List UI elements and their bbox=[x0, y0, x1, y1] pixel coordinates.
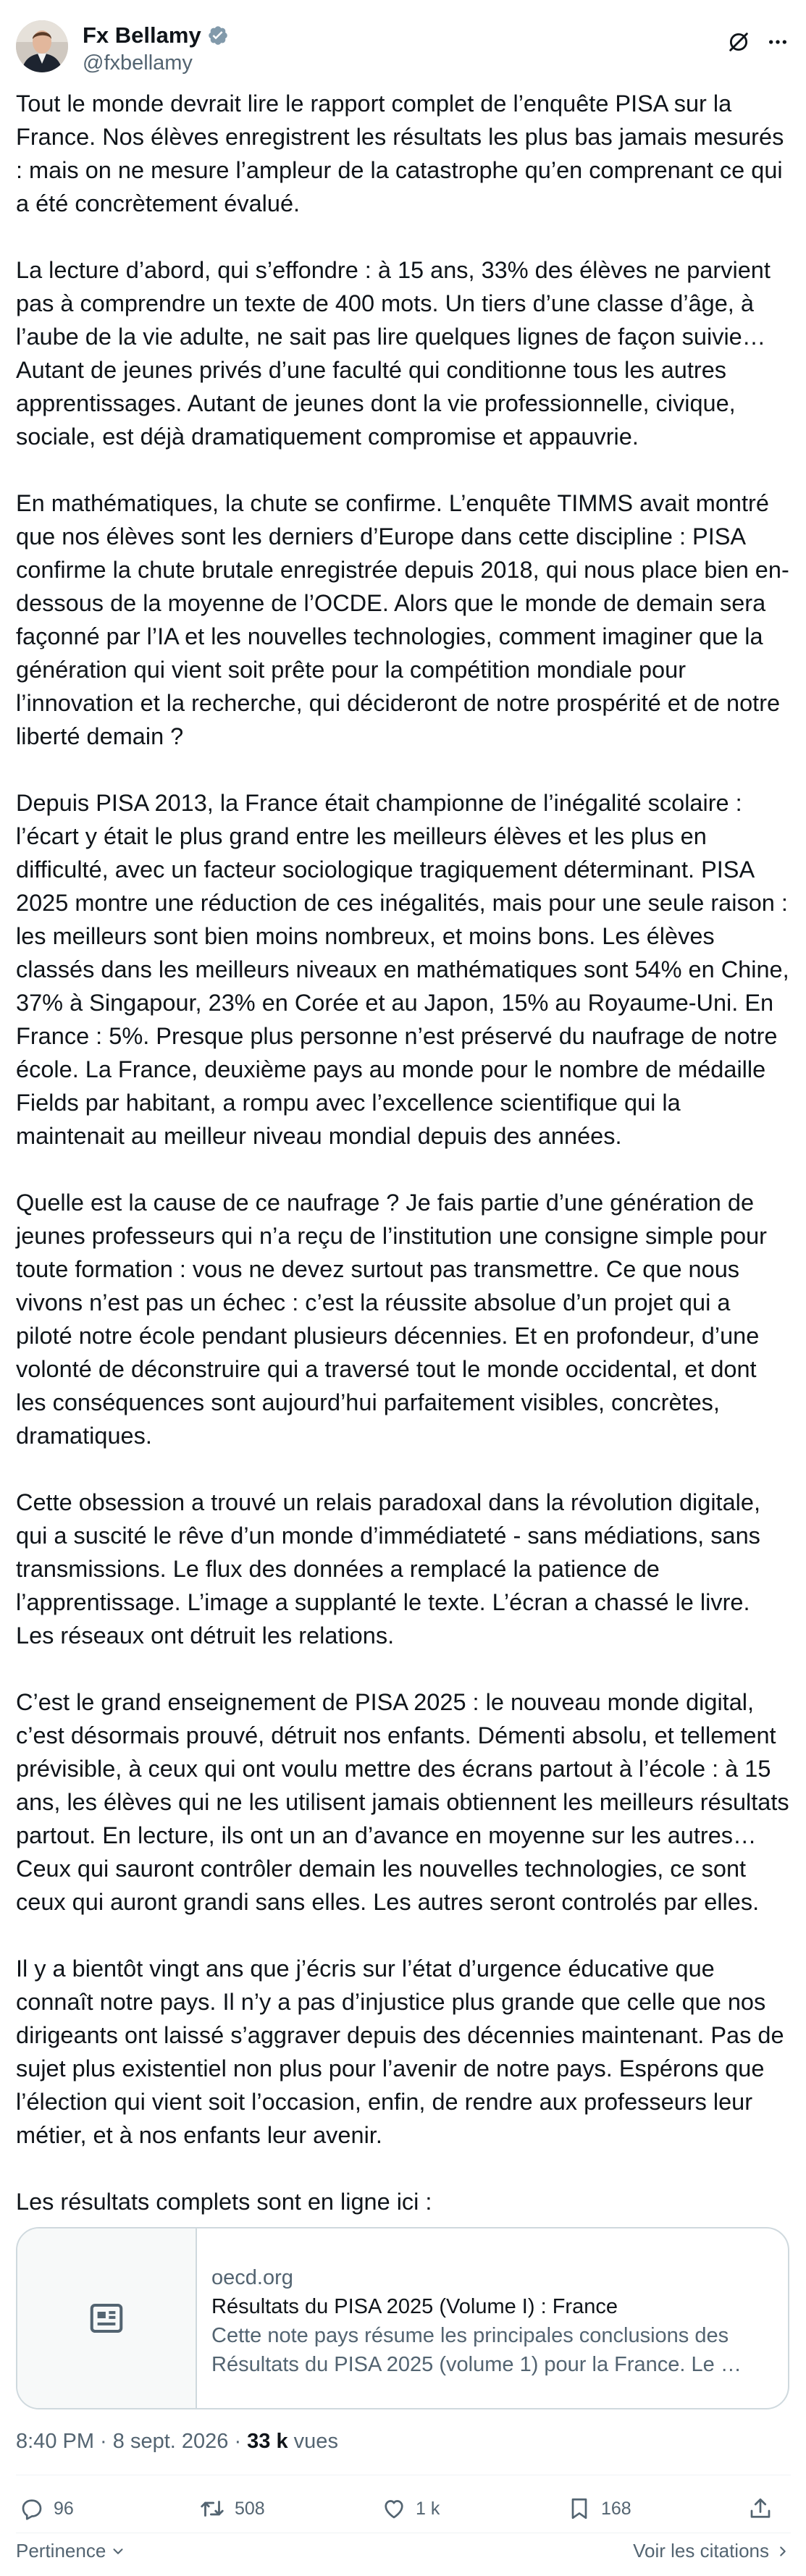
like-button[interactable] bbox=[381, 2491, 440, 2527]
link-card-thumbnail bbox=[17, 2228, 197, 2408]
share-icon bbox=[747, 2496, 773, 2522]
bookmark-count: 168 bbox=[601, 2498, 631, 2519]
author-name[interactable]: Fx Bellamy bbox=[83, 22, 201, 48]
bookmark-button[interactable] bbox=[566, 2491, 631, 2527]
like-count: 1 k bbox=[416, 2498, 440, 2519]
repost-count: 508 bbox=[235, 2498, 265, 2519]
more-icon[interactable] bbox=[763, 28, 792, 56]
views-label: vues bbox=[287, 2430, 338, 2453]
replies-footer bbox=[16, 2540, 791, 2572]
author-handle[interactable]: @fxbellamy bbox=[83, 51, 193, 75]
tweet-paragraph: Quelle est la cause de ce naufrage ? Je fais partie d’une génération de jeunes professeurs qui n’a reçu de l’institution une consigne simple pour toute formation : vous ne devez surtout pas transmettre. Ce que nous vivons n’est pas un échec : c’est la réussite absolue d’un projet qui a piloté notre école pendant plusieurs décennies. Et en profondeur, d’une volonté de déconstruire qui a traversé tout le monde occidental, et dont les conséquences sont aujourd’hui parfaitement visibles, concrètes, dramatiques. bbox=[16, 1190, 768, 1449]
view-quotes-label: Voir les citations bbox=[633, 2540, 769, 2562]
sort-label: Pertinence bbox=[16, 2540, 106, 2562]
chevron-down-icon bbox=[110, 2543, 126, 2559]
avatar[interactable] bbox=[16, 20, 68, 72]
tweet-paragraph: En mathématiques, la chute se confirme. L’enquête TIMMS avait montré que nos élèves sont les derniers d’Europe dans cette discipline : PISA confirme la chute brutale enregistrée depuis 2018, qui nous place bien en-dessous de la moyenne de l’OCDE. Alors que le monde de demain sera façonné par l’IA et les nouvelles technologies, comment imaginer que la génération qui vient soit prête pour la compétition mondiale pour l’innovation et la recherche, qui décideront de notre prospérité et de notre liberté demain ? bbox=[16, 490, 789, 749]
bookmark-icon bbox=[566, 2496, 592, 2522]
tweet-paragraph: La lecture d’abord, qui s’effondre : à 15 ans, 33% des élèves ne parvient pas à comprendre un texte de 400 mots. Un tiers d’une classe d’âge, à l’aube de la vie adulte, ne sait pas lire quelques lignes de façon suivie… Autant de jeunes privés d’une faculté qui conditionne tous les autres apprentissages. Autant de jeunes dont la vie professionnelle, civique, sociale, est déjà dramatiquement compromise et appauvrie. bbox=[16, 257, 771, 450]
chevron-right-icon bbox=[775, 2543, 791, 2559]
tweet-paragraph: Les résultats complets sont en ligne ici : bbox=[16, 2189, 432, 2215]
repost-button[interactable] bbox=[198, 2491, 265, 2527]
reply-count: 96 bbox=[54, 2498, 74, 2519]
tweet-header bbox=[16, 17, 792, 75]
reply-icon bbox=[19, 2496, 45, 2522]
heart-icon bbox=[381, 2496, 407, 2522]
view-quotes-link[interactable] bbox=[633, 2540, 791, 2562]
share-button[interactable] bbox=[747, 2491, 773, 2527]
reply-button[interactable] bbox=[19, 2491, 74, 2527]
views-count: 33 k bbox=[247, 2430, 288, 2453]
tweet-meta bbox=[16, 2427, 338, 2456]
tweet-paragraph: Il y a bientôt vingt ans que j’écris sur l’état d’urgence éducative que connaît notre pays. Il n’y a pas d’injustice plus grande que celle que nos dirigeants ont laissé s’aggraver depuis des décennies maintenant. Pas de sujet plus existentiel non plus pour l’avenir de notre pays. Espérons que l’élection qui vient soit l’occasion, enfin, de rendre aux professeurs leur métier, et à nos enfants leur avenir. bbox=[16, 1956, 784, 2148]
action-bar bbox=[16, 2491, 791, 2527]
article-icon bbox=[87, 2299, 126, 2338]
grok-icon[interactable] bbox=[724, 28, 753, 56]
tweet-paragraph: Depuis PISA 2013, la France était championne de l’inégalité scolaire : l’écart y était le plus grand entre les meilleurs élèves et les plus en difficulté, avec un facteur sociologique tragiquement déterminant. PISA 2025 montre une réduction de ces inégalités, mais pour une seule raison : les meilleurs sont bien moins nombreux, et moins bons. Les élèves classés dans les meilleurs niveaux en mathématiques sont 54% en Chine, 37% à Singapour, 23% en Corée et au Japon, 15% au Royaume-Uni. En France : 5%. Presque plus personne n’est préservé du naufrage de notre école. La France, deuxième pays au monde pour le nombre de médaille Fields par habitant, a rompu avec l’excellence scientifique qui la maintenait au meilleur niveau mondial depuis des années. bbox=[16, 790, 789, 1149]
tweet-paragraph: Tout le monde devrait lire le rapport complet de l’enquête PISA sur la France. Nos élèves enregistrent les résultats les plus bas jamais mesurés : mais on ne mesure l’ampleur de la catastrophe qu’en comprenant ce qui a été concrètement évalué. bbox=[16, 91, 784, 216]
tweet-paragraph: C’est le grand enseignement de PISA 2025 : le nouveau monde digital, c’est désormais prouvé, détruit nos enfants. Démenti absolu, et tellement prévisible, à ceux qui ont voulu mettre des écrans partout à l’école : à 15 ans, les élèves qui ne les utilisent jamais obtiennent les meilleurs résultats partout. En lecture, ils ont un an d’avance en moyenne sur les autres… Ceux qui sauront contrôler demain les nouvelles technologies, ce sont ceux qui auront grandi sans elles. Les autres seront controlés par elles. bbox=[16, 1689, 789, 1915]
sort-dropdown[interactable] bbox=[16, 2540, 126, 2562]
link-card[interactable] bbox=[16, 2227, 789, 2409]
verified-badge-icon bbox=[207, 25, 229, 46]
tweet-text bbox=[16, 87, 789, 2218]
repost-icon bbox=[198, 2495, 226, 2522]
link-card-description: Cette note pays résume les principales conclusions des Résultats du PISA 2025 (volume 1) pour la France. Le … bbox=[211, 2324, 742, 2376]
tweet-timestamp[interactable]: 8:40 PM · 8 sept. 2026 · bbox=[16, 2430, 248, 2453]
link-card-domain: oecd.org bbox=[211, 2266, 293, 2289]
tweet-paragraph: Cette obsession a trouvé un relais paradoxal dans la révolution digitale, qui a suscité le rêve d’un monde d’immédiateté - sans médiations, sans transmissions. Le flux des données a remplacé la patience de l’apprentissage. L’image a supplanté le texte. L’écran a chassé le livre. Les réseaux ont détruit les relations. bbox=[16, 1489, 760, 1649]
link-card-title: Résultats du PISA 2025 (Volume I) : France bbox=[211, 2295, 618, 2318]
